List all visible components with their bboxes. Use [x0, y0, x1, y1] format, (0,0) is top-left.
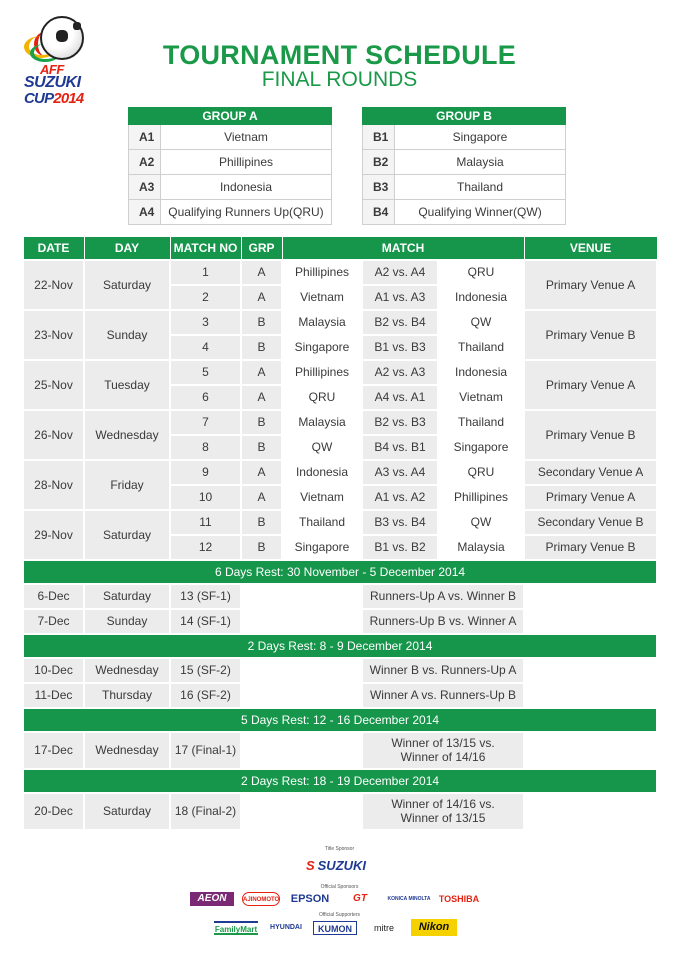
cell-match-no: 2	[170, 285, 241, 310]
cell-away-team: Vietnam	[438, 385, 524, 410]
cell-day: Wednesday	[84, 732, 170, 769]
header-grp: GRP	[241, 237, 282, 260]
group-team: Phillipines	[161, 150, 332, 175]
cell-match-no: 9	[170, 460, 241, 485]
cell-date: 6-Dec	[23, 584, 84, 609]
cell-venue	[524, 732, 657, 769]
cell-away-team: QRU	[438, 460, 524, 485]
sponsor-logo: TOSHIBA	[438, 894, 480, 904]
cell-day: Wednesday	[84, 410, 170, 460]
rest-banner: 6 Days Rest: 30 November - 5 December 2014	[23, 560, 657, 584]
cell-away-team: Indonesia	[438, 285, 524, 310]
cell-grp: B	[241, 410, 282, 435]
title-sponsor-label: Title Sponsor	[324, 846, 355, 852]
suzuki-s-icon: S	[305, 858, 315, 873]
cell-match-no: 11	[170, 510, 241, 535]
cell-match-code: B2 vs. B4	[362, 310, 438, 335]
cell-empty	[241, 584, 362, 609]
sponsor-logo: GT	[353, 893, 367, 904]
match-line-2: Winner of 13/15	[400, 811, 486, 825]
knockout-body	[23, 560, 657, 830]
cell-day: Friday	[84, 460, 170, 510]
group-a-table	[128, 107, 332, 225]
rest-banner: 2 Days Rest: 18 - 19 December 2014	[23, 769, 657, 793]
group-stage-body	[23, 260, 657, 560]
cell-match-code: A1 vs. A3	[362, 285, 438, 310]
cell-match-no: 15 (SF-2)	[170, 658, 241, 683]
sponsor-logo: AJINOMOTO	[242, 892, 280, 906]
group-team: Vietnam	[161, 125, 332, 150]
logo-cup-word: CUP	[24, 90, 54, 107]
cell-match-no: 14 (SF-1)	[170, 609, 241, 634]
cell-grp: A	[241, 485, 282, 510]
logo-aff-text: AFF	[40, 62, 64, 77]
cell-home-team: Vietnam	[282, 485, 362, 510]
table-row	[23, 609, 657, 634]
cell-match-code: A2 vs. A4	[362, 260, 438, 285]
cell-date: 23-Nov	[23, 310, 84, 360]
group-row	[129, 150, 332, 175]
cell-match-code: A3 vs. A4	[362, 460, 438, 485]
official-sponsors-label: Official Sponsors	[320, 884, 359, 890]
header-match: MATCH	[282, 237, 524, 260]
sponsor-logo: FamilyMart	[214, 921, 258, 935]
cell-away-team: Thailand	[438, 335, 524, 360]
cell-date: 7-Dec	[23, 609, 84, 634]
cell-empty	[241, 732, 362, 769]
cell-venue: Secondary Venue A	[524, 460, 657, 485]
cell-match-no: 13 (SF-1)	[170, 584, 241, 609]
cell-home-team: Indonesia	[282, 460, 362, 485]
cell-venue: Primary Venue B	[524, 535, 657, 560]
table-row	[23, 510, 657, 535]
sponsor-logo: EPSON	[290, 893, 330, 905]
cell-day: Saturday	[84, 260, 170, 310]
cell-empty	[241, 658, 362, 683]
group-row	[363, 125, 566, 150]
cell-grp: B	[241, 435, 282, 460]
cell-date: 28-Nov	[23, 460, 84, 510]
group-team: Malaysia	[395, 150, 566, 175]
logo-year: 2014	[53, 90, 84, 107]
cell-match-no: 3	[170, 310, 241, 335]
logo-suzuki-text: SUZUKI	[24, 74, 81, 91]
table-row	[23, 584, 657, 609]
cell-venue: Secondary Venue B	[524, 510, 657, 535]
cell-away-team: Singapore	[438, 435, 524, 460]
cell-away-team: Phillipines	[438, 485, 524, 510]
official-supporters-label: Official Supporters	[318, 912, 361, 918]
group-row	[363, 150, 566, 175]
cell-match-code: B4 vs. B1	[362, 435, 438, 460]
group-code: B2	[363, 150, 395, 175]
cell-day: Tuesday	[84, 360, 170, 410]
cell-empty	[241, 683, 362, 708]
cell-day: Saturday	[84, 510, 170, 560]
cell-day: Wednesday	[84, 658, 170, 683]
cell-match: Winner A vs. Runners-Up B	[362, 683, 524, 708]
cell-match-code: A1 vs. A2	[362, 485, 438, 510]
group-code: B4	[363, 200, 395, 225]
group-team: Qualifying Winner(QW)	[395, 200, 566, 225]
cell-match-no: 8	[170, 435, 241, 460]
cell-match	[362, 793, 524, 830]
table-row	[23, 793, 657, 830]
cell-away-team: Thailand	[438, 410, 524, 435]
group-team: Thailand	[395, 175, 566, 200]
header-match-no: MATCH NO	[170, 237, 241, 260]
cell-home-team: Phillipines	[282, 260, 362, 285]
cell-match-no: 16 (SF-2)	[170, 683, 241, 708]
cell-day: Saturday	[84, 793, 170, 830]
cell-away-team: QW	[438, 510, 524, 535]
group-row	[363, 175, 566, 200]
group-b-header: GROUP B	[363, 108, 566, 125]
cell-match-code: B2 vs. B3	[362, 410, 438, 435]
group-b-table	[362, 107, 566, 225]
cell-grp: A	[241, 260, 282, 285]
cell-date: 17-Dec	[23, 732, 84, 769]
cell-day: Sunday	[84, 310, 170, 360]
sponsor-logo: mitre	[374, 923, 394, 933]
page-subtitle: FINAL ROUNDS	[261, 68, 418, 91]
sponsor-logo: KUMON	[313, 921, 357, 935]
cell-match: Runners-Up A vs. Winner B	[362, 584, 524, 609]
header-date: DATE	[23, 237, 84, 260]
cell-home-team: Phillipines	[282, 360, 362, 385]
cell-match	[362, 732, 524, 769]
cell-venue: Primary Venue A	[524, 485, 657, 510]
cell-home-team: Singapore	[282, 535, 362, 560]
cell-match-code: B3 vs. B4	[362, 510, 438, 535]
cell-date: 11-Dec	[23, 683, 84, 708]
table-row	[23, 260, 657, 285]
group-code: A2	[129, 150, 161, 175]
cell-match-code: B1 vs. B3	[362, 335, 438, 360]
rest-banner: 2 Days Rest: 8 - 9 December 2014	[23, 634, 657, 658]
cell-match-no: 4	[170, 335, 241, 360]
cell-empty	[241, 793, 362, 830]
group-row	[129, 175, 332, 200]
cell-home-team: Malaysia	[282, 310, 362, 335]
group-row	[129, 200, 332, 225]
cell-date: 29-Nov	[23, 510, 84, 560]
cell-match-code: A4 vs. A1	[362, 385, 438, 410]
cell-match-no: 5	[170, 360, 241, 385]
rest-banner: 5 Days Rest: 12 - 16 December 2014	[23, 708, 657, 732]
schedule-header-row	[23, 237, 657, 260]
cell-grp: A	[241, 285, 282, 310]
cell-match: Winner B vs. Runners-Up A	[362, 658, 524, 683]
group-team: Indonesia	[161, 175, 332, 200]
group-row	[363, 200, 566, 225]
cell-match-no: 12	[170, 535, 241, 560]
sponsor-logo-suzuki	[300, 855, 372, 877]
cell-grp: A	[241, 460, 282, 485]
table-row	[23, 683, 657, 708]
logo-cup-text	[24, 90, 83, 107]
group-team: Singapore	[395, 125, 566, 150]
group-team: Qualifying Runners Up(QRU)	[161, 200, 332, 225]
table-row	[23, 732, 657, 769]
cell-empty	[241, 609, 362, 634]
cell-venue: Primary Venue A	[524, 260, 657, 310]
cell-match-no: 6	[170, 385, 241, 410]
cell-grp: B	[241, 510, 282, 535]
cell-venue	[524, 609, 657, 634]
group-code: A1	[129, 125, 161, 150]
group-code: A3	[129, 175, 161, 200]
cell-match-no: 1	[170, 260, 241, 285]
cell-match-code: A2 vs. A3	[362, 360, 438, 385]
group-code: A4	[129, 200, 161, 225]
cell-date: 25-Nov	[23, 360, 84, 410]
cell-date: 22-Nov	[23, 260, 84, 310]
cell-venue	[524, 584, 657, 609]
group-code: B3	[363, 175, 395, 200]
cell-grp: B	[241, 335, 282, 360]
cell-day: Saturday	[84, 584, 170, 609]
table-row	[23, 460, 657, 485]
cell-home-team: Thailand	[282, 510, 362, 535]
cell-venue: Primary Venue B	[524, 410, 657, 460]
group-a-header: GROUP A	[129, 108, 332, 125]
cell-away-team: QRU	[438, 260, 524, 285]
table-row	[23, 360, 657, 385]
match-line-1: Winner of 14/16 vs.	[391, 797, 495, 811]
schedule-table	[22, 236, 658, 831]
cell-grp: B	[241, 310, 282, 335]
table-row	[23, 310, 657, 335]
match-line-2: Winner of 14/16	[400, 750, 486, 764]
cell-match-no: 10	[170, 485, 241, 510]
cell-match-no: 17 (Final-1)	[170, 732, 241, 769]
group-code: B1	[363, 125, 395, 150]
cell-match: Runners-Up B vs. Winner A	[362, 609, 524, 634]
cell-grp: A	[241, 385, 282, 410]
cell-venue: Primary Venue B	[524, 310, 657, 360]
sponsor-name: SUZUKI	[317, 858, 367, 873]
cell-grp: B	[241, 535, 282, 560]
cell-venue	[524, 793, 657, 830]
sponsor-logo: AEON	[190, 892, 234, 906]
cell-away-team: Indonesia	[438, 360, 524, 385]
table-row	[23, 410, 657, 435]
cell-date: 26-Nov	[23, 410, 84, 460]
cell-venue: Primary Venue A	[524, 360, 657, 410]
table-row	[23, 658, 657, 683]
sponsor-logo: KONICA MINOLTA	[387, 896, 431, 902]
cell-match-no: 18 (Final-2)	[170, 793, 241, 830]
cell-away-team: QW	[438, 310, 524, 335]
cell-home-team: Singapore	[282, 335, 362, 360]
cell-home-team: Vietnam	[282, 285, 362, 310]
cell-venue	[524, 683, 657, 708]
sponsor-logo: Nikon	[411, 919, 457, 936]
cell-home-team: QRU	[282, 385, 362, 410]
cell-match-no: 7	[170, 410, 241, 435]
cell-home-team: Malaysia	[282, 410, 362, 435]
cell-grp: A	[241, 360, 282, 385]
cell-day: Thursday	[84, 683, 170, 708]
cell-day: Sunday	[84, 609, 170, 634]
cell-date: 20-Dec	[23, 793, 84, 830]
sponsor-logo: HYUNDAI	[270, 924, 302, 931]
cell-venue	[524, 658, 657, 683]
group-row	[129, 125, 332, 150]
cell-home-team: QW	[282, 435, 362, 460]
match-line-1: Winner of 13/15 vs.	[391, 736, 495, 750]
cell-date: 10-Dec	[23, 658, 84, 683]
header-day: DAY	[84, 237, 170, 260]
header-venue: VENUE	[524, 237, 657, 260]
cell-match-code: B1 vs. B2	[362, 535, 438, 560]
page-title: TOURNAMENT SCHEDULE	[162, 40, 517, 70]
cell-away-team: Malaysia	[438, 535, 524, 560]
